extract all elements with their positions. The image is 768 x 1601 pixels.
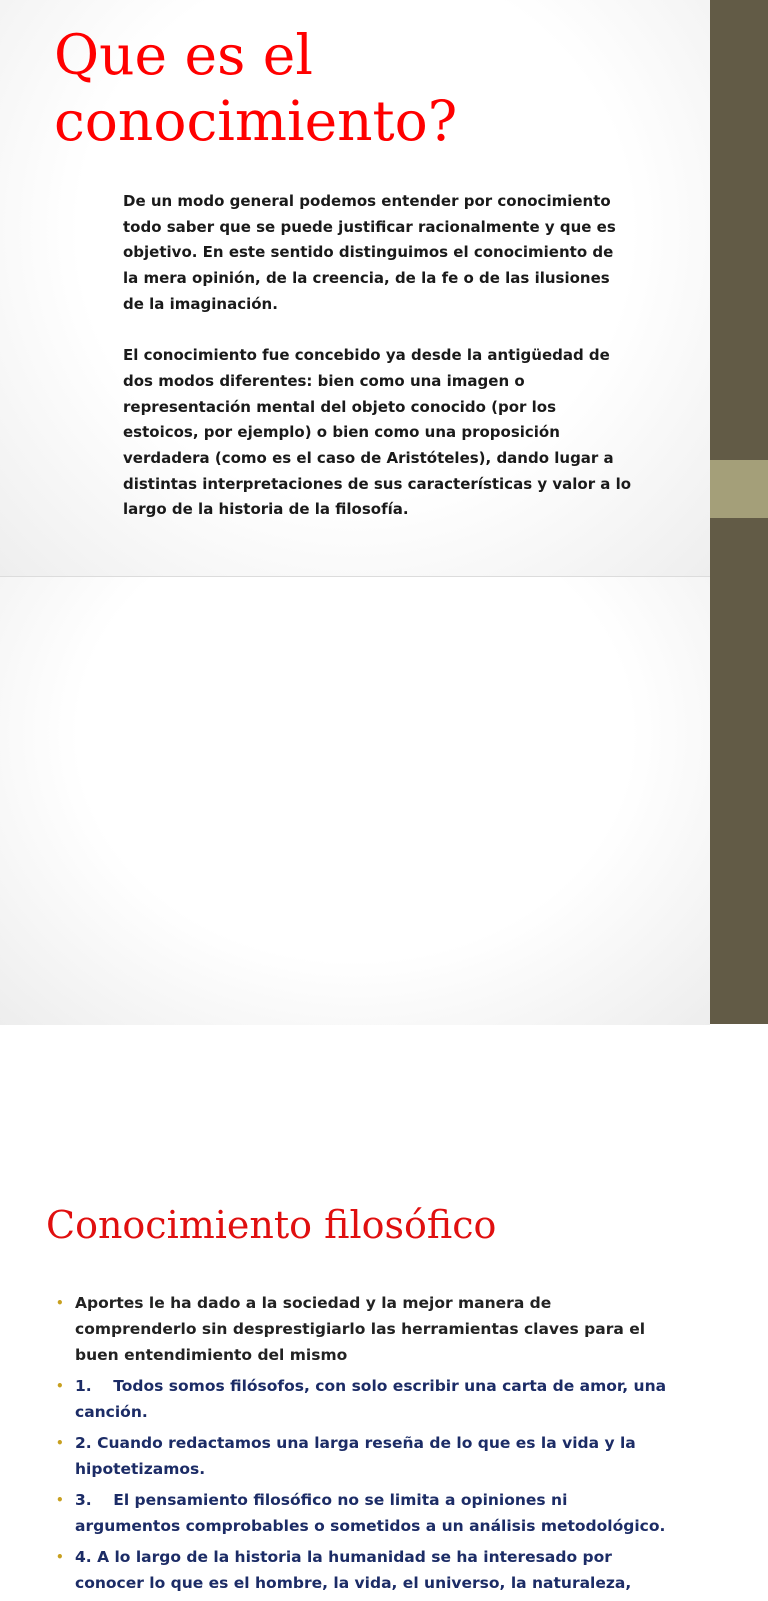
bullet-line: Aportes le ha dado a la sociedad y la mejor manera de xyxy=(75,1294,552,1312)
title-line-2: conocimiento? xyxy=(54,89,458,153)
bullet-marker-icon: • xyxy=(56,1550,64,1564)
sidebar-accent-block xyxy=(710,460,768,518)
paragraph-1-line: la mera opinión, de la creencia, de la fe o de las ilusiones xyxy=(123,269,610,288)
paragraph-2-line: dos modos diferentes: bien como una imagen o xyxy=(123,371,525,390)
paragraph-2-line: estoicos, por ejemplo) o bien como una proposición xyxy=(123,423,560,442)
paragraph-1-line: todo saber que se puede justificar racionalmente y que es xyxy=(123,217,616,236)
title-line-1: Que es el xyxy=(54,23,313,87)
slide-1-sidebar xyxy=(710,0,768,576)
paragraph-1-line: de la imaginación. xyxy=(123,294,278,313)
paragraph-2-line: El conocimiento fue concebido ya desde la antigüedad de xyxy=(123,346,610,365)
bullet-item xyxy=(56,1290,686,1368)
slide-2 xyxy=(0,576,710,1592)
bullet-item xyxy=(56,1544,686,1596)
paragraph-1-line: De un modo general podemos entender por conocimiento xyxy=(123,192,611,210)
bullet-line: conocer lo que es el hombre, la vida, el universo, la naturaleza, xyxy=(75,1574,632,1592)
bullet-line: argumentos comprobables o sometidos a un análisis metodológico. xyxy=(75,1517,666,1535)
bullet-item xyxy=(56,1373,686,1425)
bullet-line: 2. Cuando redactamos una larga reseña de lo que es la vida y la xyxy=(75,1434,636,1452)
bullet-line: buen entendimiento del mismo xyxy=(75,1346,348,1364)
slide-2-title: Conocimiento filosófico xyxy=(46,1203,497,1247)
paragraph-2-line: representación mental del objeto conocido (por los xyxy=(123,397,557,416)
slide-1-body xyxy=(123,189,663,523)
bullet-marker-icon: • xyxy=(56,1296,64,1310)
bullet-item xyxy=(56,1430,686,1482)
bullet-line: hipotetizamos. xyxy=(75,1460,206,1478)
bullet-line: 1. Todos somos filósofos, con solo escribir una carta de amor, una xyxy=(75,1377,667,1395)
paragraph-2 xyxy=(123,343,663,523)
bullet-marker-icon: • xyxy=(56,1436,64,1450)
paragraph-1-line: objetivo. En este sentido distinguimos el conocimiento de xyxy=(123,243,614,262)
slide-1-title xyxy=(54,22,457,154)
bullet-marker-icon: • xyxy=(56,1379,64,1393)
bullet-line: canción. xyxy=(75,1403,148,1421)
bullet-marker-icon: • xyxy=(56,1493,64,1507)
bullet-item xyxy=(56,1487,686,1539)
slide-1 xyxy=(0,0,710,576)
bullet-line: comprenderlo sin desprestigiarlo las herramientas claves para el xyxy=(75,1320,646,1338)
paragraph-2-line: largo de la historia de la filosofía. xyxy=(123,500,409,519)
paragraph-2-line: distintas interpretaciones de sus características y valor a lo xyxy=(123,474,632,493)
slide-2-sidebar xyxy=(710,576,768,1024)
bullet-list xyxy=(56,1290,686,1601)
bullet-line: 4. A lo largo de la historia la humanidad se ha interesado por xyxy=(75,1548,612,1566)
paragraph-1 xyxy=(123,189,663,318)
bullet-line: 3. El pensamiento filosófico no se limita a opiniones ni xyxy=(75,1491,568,1509)
paragraph-2-line: verdadera (como es el caso de Aristóteles), dando lugar a xyxy=(123,449,614,468)
